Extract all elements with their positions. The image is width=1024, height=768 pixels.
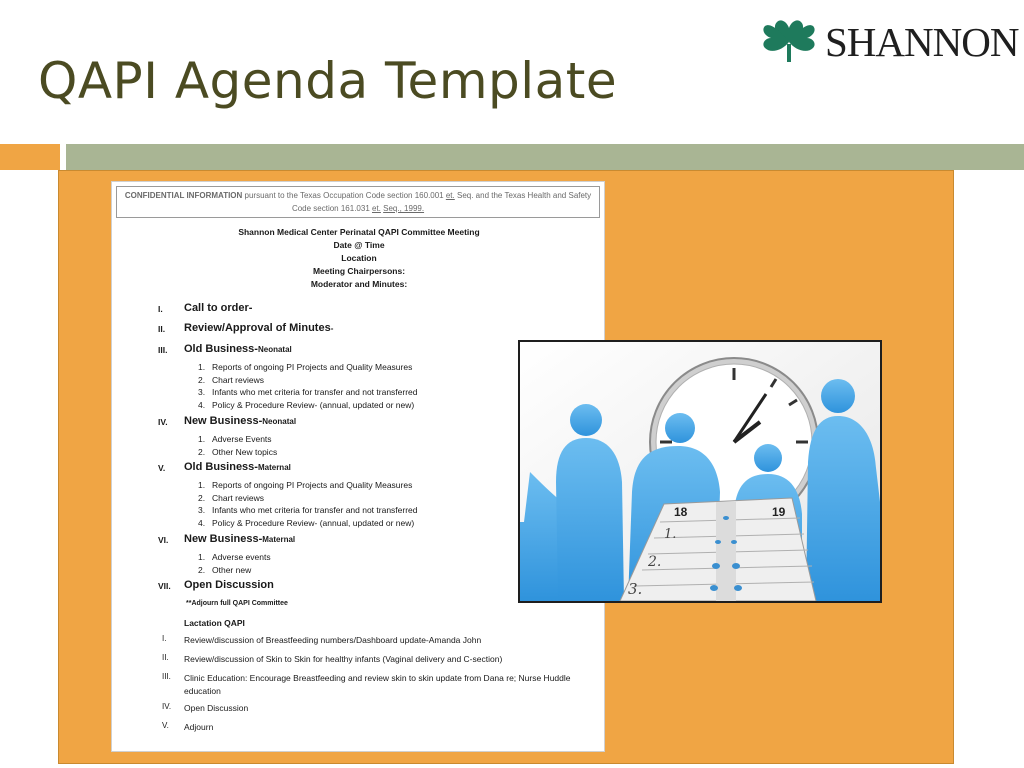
agenda-subitem xyxy=(198,493,264,503)
slide-title: QAPI Agenda Template xyxy=(38,52,618,110)
agenda-item-numeral: VI. xyxy=(158,535,169,545)
agenda-subitem-number: 2. xyxy=(198,374,206,385)
agenda-subitem-number: 2. xyxy=(198,446,206,457)
lactation-item-numeral: II. xyxy=(162,653,169,662)
agenda-item-title xyxy=(184,415,296,427)
agenda-item-subheading: Maternal xyxy=(257,463,291,472)
agenda-subitem xyxy=(198,387,418,397)
clover-logo-icon xyxy=(757,14,821,70)
agenda-subitem-text: Reports of ongoing PI Projects and Quality Measures xyxy=(212,362,413,372)
agenda-item-heading: Open Discussion xyxy=(184,579,274,591)
agenda-subitem-text: Chart reviews xyxy=(212,492,264,503)
agenda-subitem-text: Reports of ongoing PI Projects and Quality Measures xyxy=(212,480,413,490)
agenda-item-heading: Review/Approval of Minutes xyxy=(184,322,331,334)
meeting-header-line: Shannon Medical Center Perinatal QAPI Committee Meeting xyxy=(238,227,480,237)
agenda-subitem xyxy=(198,552,271,562)
agenda-subitem-number: 2. xyxy=(198,492,206,503)
agenda-item-heading: Call to order- xyxy=(184,302,253,314)
agenda-item-title xyxy=(184,302,252,314)
agenda-item-numeral: V. xyxy=(158,463,166,473)
lactation-item-text: Clinic Education: Encourage Breastfeeding and review skin to skin update from Dana re; Nurse Huddle education xyxy=(184,673,571,696)
agenda-subitem-number: 3. xyxy=(198,387,206,398)
accent-bar-orange xyxy=(0,144,60,170)
agenda-item-numeral: I. xyxy=(158,304,163,314)
agenda-subitem-number: 4. xyxy=(198,399,206,410)
conf-et-2: et. xyxy=(372,204,381,213)
accent-bar-green xyxy=(66,144,1024,170)
meeting-header-line: Location xyxy=(341,253,377,263)
list-number-1: 1. xyxy=(664,527,677,542)
agenda-subitem-number: 3. xyxy=(198,505,206,516)
agenda-subitem-text: Adverse Events xyxy=(212,434,272,444)
agenda-item-numeral: IV. xyxy=(158,417,168,427)
agenda-item-subheading: Neonatal xyxy=(257,345,292,354)
adjourn-note: **Adjourn full QAPI Committee xyxy=(186,600,288,607)
agenda-item-heading: New Business- xyxy=(184,533,263,545)
agenda-item-title xyxy=(184,322,333,334)
agenda-subitem xyxy=(198,505,418,515)
agenda-subitem xyxy=(198,400,414,410)
agenda-item-subheading: - xyxy=(330,324,334,333)
lactation-title: Lactation QAPI xyxy=(184,618,245,628)
lactation-item-numeral: I. xyxy=(162,634,167,643)
agenda-subitem-text: Adverse events xyxy=(212,552,271,562)
agenda-subitem-number: 4. xyxy=(198,517,206,528)
lactation-item-text: Adjourn xyxy=(184,722,214,732)
agenda-subitem-number: 1. xyxy=(198,434,206,444)
agenda-item-numeral: II. xyxy=(158,324,166,334)
agenda-subitem xyxy=(198,565,251,575)
confidentiality-notice xyxy=(116,186,600,218)
agenda-item-heading: Old Business- xyxy=(184,343,258,355)
lactation-item-text: Review/discussion of Skin to Skin for healthy infants (Vaginal delivery and C-section) xyxy=(184,654,503,664)
agenda-subitem-text: Chart reviews xyxy=(212,374,264,385)
logo-wordmark: SHANNON xyxy=(825,19,1019,65)
agenda-item-title xyxy=(184,579,274,591)
agenda-subitem xyxy=(198,480,412,490)
lactation-item-text: Open Discussion xyxy=(184,703,249,713)
agenda-subitem-text: Infants who met criteria for transfer and not transferred xyxy=(212,505,418,516)
calendar-date-right: 19 xyxy=(772,505,786,519)
conf-et-1: et. xyxy=(445,191,455,200)
agenda-subitem xyxy=(198,434,272,444)
agenda-subitem-text: Policy & Procedure Review- (annual, updated or new) xyxy=(212,517,415,528)
conf-text-1: pursuant to the Texas Occupation Code section 160.001 xyxy=(242,191,446,200)
meeting-header-line: Date @ Time xyxy=(333,240,385,250)
conf-label: CONFIDENTIAL INFORMATION xyxy=(124,191,243,200)
agenda-item-title xyxy=(184,343,292,355)
agenda-subitem xyxy=(198,447,277,457)
lactation-item-numeral: V. xyxy=(162,721,169,730)
agenda-subitem-number: 1. xyxy=(198,480,206,490)
conf-seq: Seq., 1999. xyxy=(383,204,425,213)
agenda-subitem-text: Policy & Procedure Review- (annual, updated or new) xyxy=(212,399,415,410)
list-number-2: 2. xyxy=(648,554,662,570)
agenda-item-numeral: VII. xyxy=(158,581,171,591)
meeting-photo xyxy=(518,340,882,603)
agenda-item-subheading: Maternal xyxy=(262,535,296,544)
lactation-item-text: Review/discussion of Breastfeeding numbers/Dashboard update-Amanda John xyxy=(184,635,482,645)
agenda-subitem xyxy=(198,518,414,528)
conf-text-3: Code section 161.031 xyxy=(291,204,372,213)
lactation-item-numeral: III. xyxy=(162,672,171,681)
shannon-logo xyxy=(757,14,1019,70)
agenda-subitem-number: 1. xyxy=(198,362,206,372)
agenda-subitem-text: Infants who met criteria for transfer and not transferred xyxy=(212,387,418,398)
agenda-item-heading: New Business- xyxy=(184,415,263,427)
calendar-date-left: 18 xyxy=(674,505,688,519)
agenda-item-title xyxy=(184,533,295,545)
agenda-item-subheading: Neonatal xyxy=(262,417,297,426)
conf-text-2: Seq. and the Texas Health and Safety xyxy=(454,191,592,200)
agenda-subitem xyxy=(198,375,264,385)
agenda-subitem xyxy=(198,362,412,372)
meeting-header-line: Moderator and Minutes: xyxy=(310,279,408,289)
meeting-header-line: Meeting Chairpersons: xyxy=(312,266,406,276)
agenda-subitem-number: 1. xyxy=(198,552,206,562)
agenda-item-numeral: III. xyxy=(158,345,168,355)
agenda-item-title xyxy=(184,461,291,473)
agenda-subitem-text: Other new xyxy=(212,564,252,575)
agenda-subitem-number: 2. xyxy=(198,564,206,575)
list-number-3: 3. xyxy=(628,580,643,598)
agenda-item-heading: Old Business- xyxy=(184,461,258,473)
agenda-subitem-text: Other New topics xyxy=(212,446,278,457)
lactation-item-numeral: IV. xyxy=(162,702,172,711)
